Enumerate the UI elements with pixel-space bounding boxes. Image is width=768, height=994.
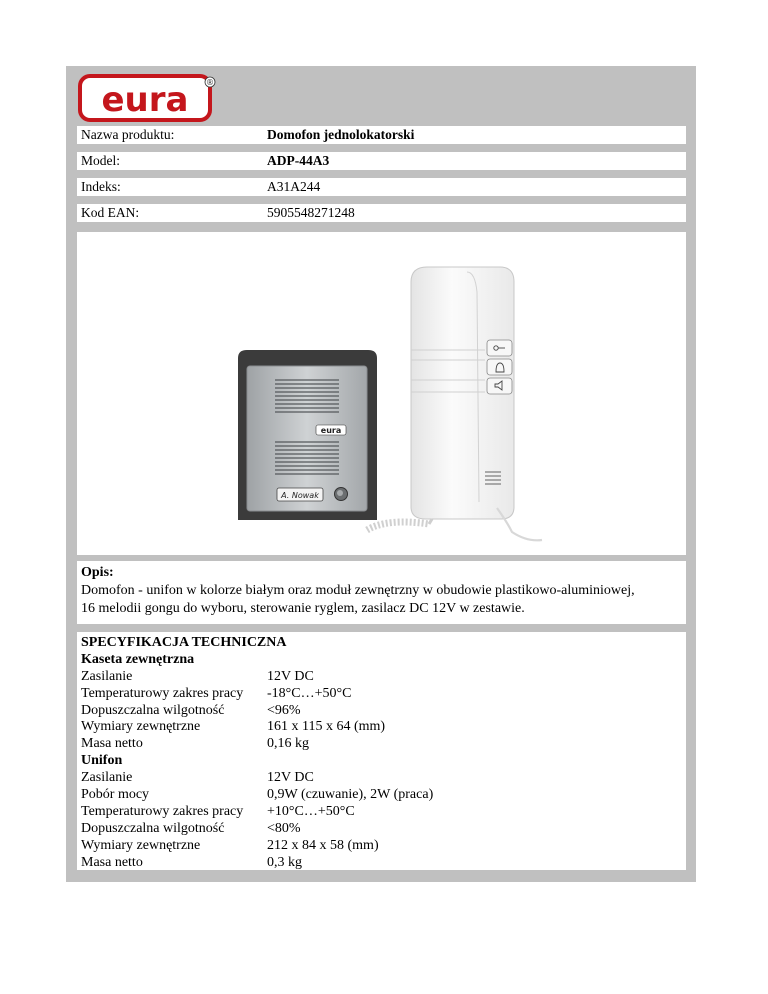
spec-key: Temperaturowy zakres pracy [81, 685, 244, 701]
spec-value: <96% [267, 702, 301, 718]
spec-value: -18°C…+50°C [267, 685, 352, 701]
product-sheet [66, 66, 696, 882]
spec-section-heading: Kaseta zewnętrzna [81, 651, 195, 667]
spec-row [81, 736, 309, 753]
row-value: ADP-44A3 [267, 153, 330, 168]
handset-unit [367, 267, 542, 540]
spec-key: Pobór mocy [81, 787, 150, 803]
spec-key: Zasilanie [81, 668, 133, 684]
name-plate: A. Nowak [281, 491, 319, 500]
description-block [77, 561, 686, 624]
description-heading: Opis: [81, 565, 114, 580]
registered-mark: ® [206, 78, 214, 87]
spec-key: Dopuszczalna wilgotność [81, 820, 225, 836]
spec-row [81, 702, 301, 720]
logo-text: eura [101, 80, 189, 120]
spec-value: <80% [267, 820, 301, 836]
product-row-name [77, 126, 686, 144]
spec-value: +10°C…+50°C [267, 803, 355, 819]
spec-key: Temperaturowy zakres pracy [81, 803, 244, 819]
outdoor-panel [238, 350, 377, 520]
spec-row [81, 668, 314, 686]
product-row-ean [77, 204, 686, 222]
spec-key: Masa netto [81, 736, 143, 752]
brand-logo [77, 72, 219, 124]
row-value: 5905548271248 [267, 205, 355, 220]
spec-key: Masa netto [81, 854, 143, 870]
row-label: Nazwa produktu: [81, 127, 175, 142]
spec-row [81, 837, 379, 855]
spec-title: SPECYFIKACJA TECHNICZNA [81, 635, 287, 650]
row-value: A31A244 [267, 179, 321, 194]
product-row-index [77, 178, 686, 196]
spec-row [81, 820, 301, 838]
spec-row [81, 803, 355, 821]
spec-section-heading: Unifon [81, 753, 123, 769]
spec-row [81, 685, 352, 703]
spec-block [77, 632, 686, 870]
description-line: 16 melodii gongu do wyboru, sterowanie ryglem, zasilacz DC 12V w zestawie. [81, 601, 525, 616]
spec-value: 12V DC [267, 668, 314, 684]
row-label: Model: [81, 153, 120, 168]
spec-key: Zasilanie [81, 770, 133, 786]
spec-value: 212 x 84 x 58 (mm) [267, 837, 379, 853]
spec-value: 161 x 115 x 64 (mm) [267, 719, 386, 735]
spec-value: 0,16 kg [267, 736, 309, 752]
row-label: Indeks: [81, 179, 121, 194]
description-line: Domofon - unifon w kolorze białym oraz moduł zewnętrzny w obudowie plastikowo-aluminiowej, [81, 583, 635, 598]
panel-logo: eura [320, 426, 342, 435]
spec-value: 12V DC [267, 770, 314, 786]
spec-row [81, 787, 434, 804]
spec-row [81, 854, 302, 872]
spec-key: Wymiary zewnętrzne [81, 719, 201, 735]
row-value: Domofon jednolokatorski [267, 127, 415, 142]
spec-key: Wymiary zewnętrzne [81, 837, 201, 853]
spec-row [81, 770, 314, 787]
spec-value: 0,3 kg [267, 854, 302, 870]
spec-key: Dopuszczalna wilgotność [81, 702, 225, 718]
product-row-model [77, 152, 686, 170]
spec-row [81, 719, 386, 736]
row-label: Kod EAN: [81, 205, 140, 220]
product-image [77, 232, 686, 555]
spec-value: 0,9W (czuwanie), 2W (praca) [267, 787, 434, 803]
